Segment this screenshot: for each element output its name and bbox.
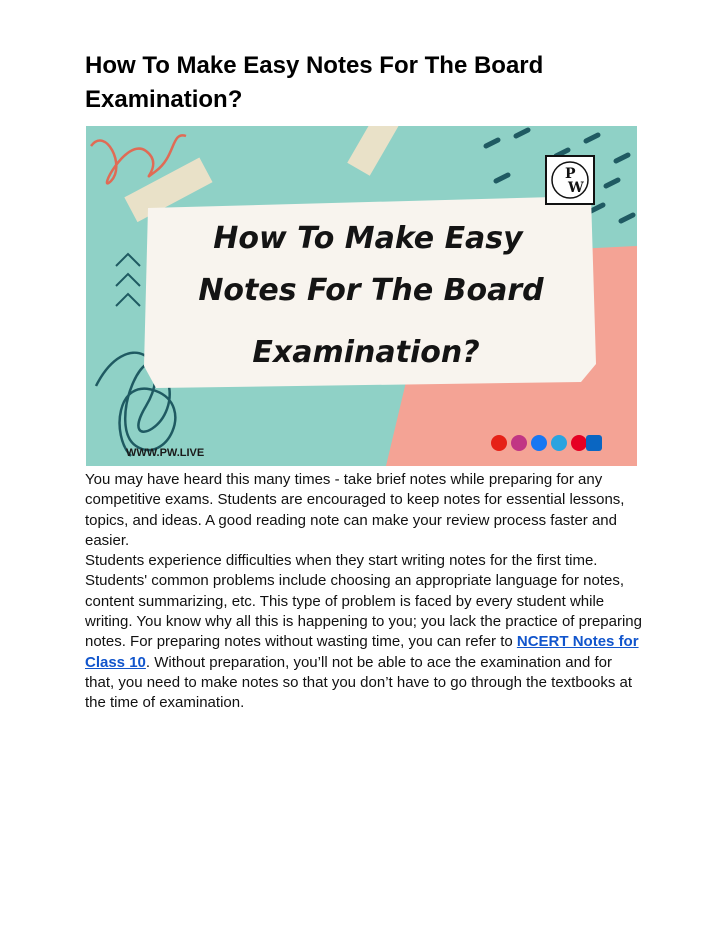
pinterest-icon [571,435,587,451]
pw-logo-letter-w: W [568,180,584,196]
paragraph-intro: You may have heard this many times - take brief notes while preparing for any competitive exams. Students are encouraged to keep notes for essential lessons, topics, and ideas. A good reading note can make your review process faster and easier. [85,471,625,549]
paragraph-text-before-link: Students experience difficulties when they start writing notes for the first time. Students' common problems include choosing an appropriate language for notes, content summarizing, etc. This type of problem is faced by every student while writing. You know why all this is happening to you; you lack the practice of preparing notes. For preparing notes without wasting time, you can refer to [85,552,642,651]
facebook-icon [531,435,547,451]
linkedin-icon [586,435,602,451]
ncert-notes-link[interactable]: NCERT Notes for Class 10 [85,633,639,671]
banner-website: WWW.PW.LIVE [126,447,205,459]
page-title: How To Make Easy Notes For The Board Examination? [85,52,544,113]
telegram-icon [551,435,567,451]
banner-headline-line-2: Notes For The Board [198,273,544,308]
banner-graphic [86,126,637,466]
paragraph-text-after-link: . Without preparation, you’ll not be able to ace the examination and for that, you need to make notes so that you don’t have to go through the textbooks at the time of examination. [85,653,633,712]
article-banner-image [86,126,637,466]
article-body [85,470,645,714]
instagram-icon [511,435,527,451]
banner-headline-line-3: Examination? [252,335,480,370]
pw-logo-letter-p: P [565,166,576,182]
youtube-icon [491,435,507,451]
paragraph-difficulties [85,551,645,713]
banner-headline-line-1: How To Make Easy [213,221,523,256]
